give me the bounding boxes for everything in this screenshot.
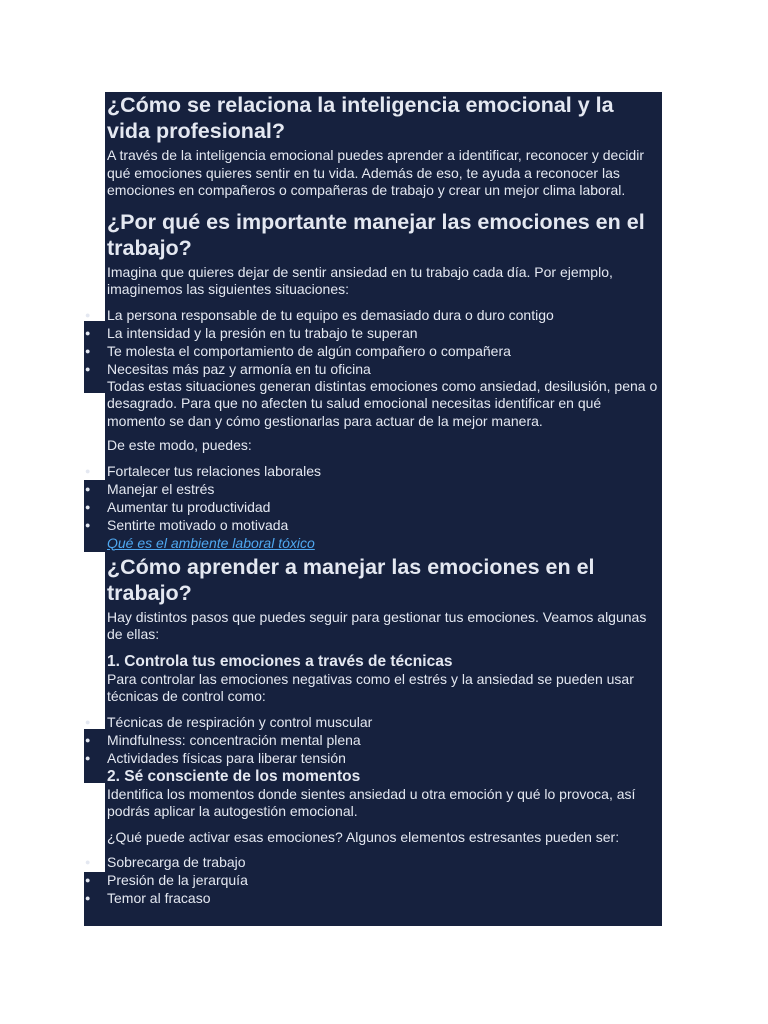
bullet-icon: ● <box>85 734 91 745</box>
bullet-icon: ● <box>85 752 91 763</box>
section-paragraph: A través de la inteligencia emocional puedes aprender a identificar, reconocer y decidir qué emociones quieres sentir en tu vida. Además de eso, te ayuda a reconocer las emociones en compañeros o compañeras de trabajo y crear un mejor clima laboral. <box>107 147 644 198</box>
step-question: ¿Qué puede activar esas emociones? Algunos elementos estresantes pueden ser: <box>107 828 620 845</box>
bullet-icon: ● <box>85 363 91 374</box>
list-item: ● Manejar el estrés <box>85 480 215 497</box>
section-heading: ¿Cómo aprender a manejar las emociones en el trabajo? <box>107 554 595 605</box>
article-content <box>85 92 662 907</box>
step-heading: 2. Sé consciente de los momentos <box>107 767 361 785</box>
step-heading: 1. Controla tus emociones a través de técnicas <box>107 652 453 670</box>
list-item: ● La persona responsable de tu equipo es demasiado dura o duro contigo <box>85 306 554 323</box>
list-item: ● Necesitas más paz y armonía en tu oficina <box>85 360 371 377</box>
section-heading: ¿Por qué es importante manejar las emociones en el trabajo? <box>107 209 645 260</box>
section-paragraph: Todas estas situaciones generan distintas emociones como ansiedad, desilusión, pena o desagrado. Para que no afecten tu salud emocional necesitas identificar en qué momento se dan y cómo gestionarlas para actuar de la mejor manera. <box>107 377 658 429</box>
section-lead: De este modo, puedes: <box>107 437 252 453</box>
techniques-list <box>85 713 662 767</box>
benefits-list <box>85 462 662 534</box>
list-item: ● Temor al fracaso <box>85 890 211 906</box>
list-item: ● Mindfulness: concentración mental plena <box>85 731 361 748</box>
section-intro: Imagina que quieres dejar de sentir ansiedad en tu trabajo cada día. Por ejemplo, imaginemos las siguientes situaciones: <box>107 263 613 297</box>
list-item: ● La intensidad y la presión en tu trabajo te superan <box>85 324 418 341</box>
step-paragraph: Para controlar las emociones negativas como el estrés y la ansiedad se pueden usar técnicas de control como: <box>107 670 634 704</box>
bullet-icon: ● <box>85 519 91 530</box>
bullet-icon: ● <box>85 857 91 867</box>
list-item: ● Sentirte motivado o motivada <box>85 516 289 533</box>
list-item: ● Sobrecarga de trabajo <box>85 854 246 870</box>
situations-list <box>85 306 662 378</box>
bullet-icon: ● <box>85 465 91 476</box>
stressors-list <box>85 853 662 907</box>
toxic-environment-link[interactable]: Qué es el ambiente laboral tóxico <box>107 534 315 551</box>
list-item: ● Presión de la jerarquía <box>85 872 248 888</box>
bullet-icon: ● <box>85 893 91 903</box>
list-item: ● Técnicas de respiración y control muscular <box>85 713 373 730</box>
bullet-icon: ● <box>85 327 91 338</box>
bullet-icon: ● <box>85 345 91 356</box>
bullet-icon: ● <box>85 483 91 494</box>
bullet-icon: ● <box>85 501 91 512</box>
bullet-icon: ● <box>85 309 91 320</box>
list-item: ● Te molesta el comportamiento de algún compañero o compañera <box>85 342 511 359</box>
section-heading: ¿Cómo se relaciona la inteligencia emocional y la vida profesional? <box>107 93 614 143</box>
bullet-icon: ● <box>85 875 91 885</box>
step-paragraph: Identifica los momentos donde sientes ansiedad u otra emoción y qué lo provoca, así podrás aplicar la autogestión emocional. <box>107 785 636 819</box>
list-item: ● Actividades físicas para liberar tensión <box>85 749 346 766</box>
section-intro: Hay distintos pasos que puedes seguir para gestionar tus emociones. Veamos algunas de ellas: <box>107 608 647 642</box>
bullet-icon: ● <box>85 716 91 727</box>
list-item: ● Fortalecer tus relaciones laborales <box>85 462 321 479</box>
list-item: ● Aumentar tu productividad <box>85 498 271 515</box>
